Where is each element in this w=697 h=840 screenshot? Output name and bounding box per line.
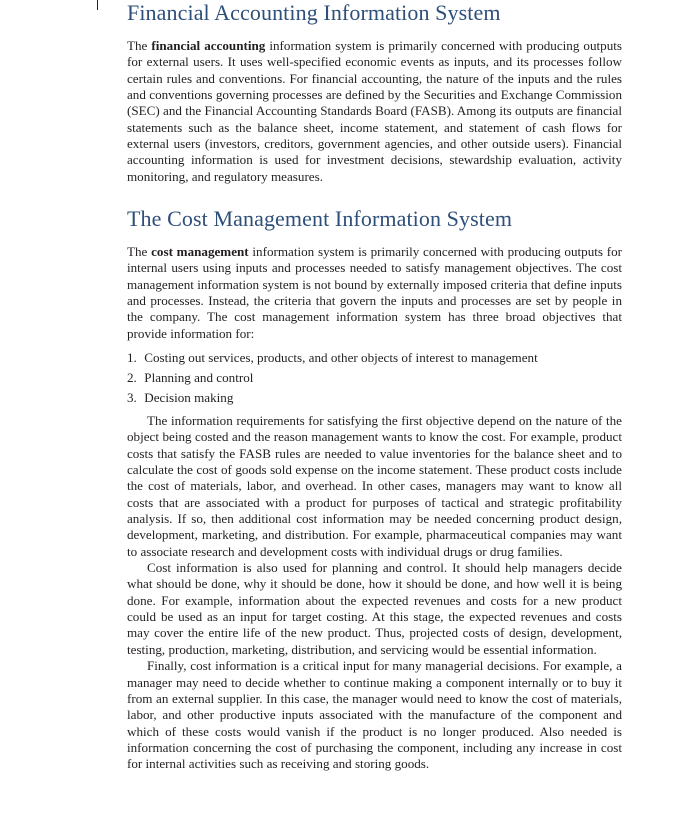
section-heading-cost-management: The Cost Management Information System xyxy=(127,206,513,231)
term-cost-management: cost management xyxy=(151,244,249,259)
term-financial-accounting: financial accounting xyxy=(151,38,266,53)
paragraph-cost-management xyxy=(127,244,622,342)
paragraph-body: information system is primarily concerned with producing outputs for internal users using inputs and processes needed to satisfy management objectives. The cost management information system is not bound by externally imposed criteria that define inputs and processes. Instead, the criteria that govern the inputs and processes are set by people in the company. The cost management information system has three broad objectives that provide information for: xyxy=(127,244,622,341)
list-number: 3. xyxy=(127,390,137,405)
text-cursor xyxy=(97,0,98,10)
list-item-text: Decision making xyxy=(144,390,234,405)
list-item-text: Planning and control xyxy=(144,370,254,385)
paragraph-planning-control: Cost information is also used for planning and control. It should help managers decide what should be done, why it should be done, how it should be done, and how well it is being done. For example, information about the expected revenues and costs for a new product could be used as an input for target costing. At this stage, the expected revenues and costs may cover the entire life of the new product. Thus, projected costs of design, development, testing, production, marketing, distribution, and servicing would be essential information. xyxy=(127,560,622,657)
section-heading-financial-accounting: Financial Accounting Information System xyxy=(127,0,501,25)
list-number: 2. xyxy=(127,370,137,385)
paragraph-body: information system is primarily concerned with producing outputs for external users. It uses well-specified economic events as inputs, and its processes follow certain rules and conventions. For financial accounting, the nature of the inputs and the rules and conventions governing processes are defined by the Securities and Exchange Commission (SEC) and the Financial Accounting Standards Board (FASB). Among its outputs are financial statements such as the balance sheet, income statement, and statement of cash flows for external users (investors, creditors, government agencies, and other outside users). Financial accounting information is used for investment decisions, stewardship evaluation, activity monitoring, and regulatory measures. xyxy=(127,38,622,184)
list-item xyxy=(127,388,622,408)
paragraph-financial-accounting xyxy=(127,38,622,185)
paragraph-costing-objective: The information requirements for satisfying the first objective depend on the nature of the object being costed and the reason management wants to know the cost. For example, product costs that satisfy the FASB rules are needed to value inventories for the balance sheet and to calculate the cost of goods sold expense on the income statement. These product costs include the cost of materials, labor, and overhead. In other cases, managers may want to know all costs that are associated with a product for purposes of tactical and strategic profitability analysis. If so, then additional cost information may be needed concerning product design, development, marketing, and distribution. For example, pharmaceutical companies may want to associate research and development costs with individual drugs or drug families. xyxy=(127,413,622,559)
body-paragraphs xyxy=(127,413,622,773)
list-item xyxy=(127,368,622,388)
list-item xyxy=(127,348,622,368)
objectives-list xyxy=(127,348,622,408)
list-item-text: Costing out services, products, and other objects of interest to management xyxy=(144,350,538,365)
paragraph-decision-making: Finally, cost information is a critical input for many managerial decisions. For example, a manager may need to decide whether to continue making a component internally or to buy it from an external supplier. In this case, the manager would need to know the cost of materials, labor, and other productive inputs associated with the manufacture of the component and which of these costs would vanish if the product is no longer produced. Also needed is information concerning the cost of purchasing the component, including any increase in cost for internal activities such as receiving and storing goods. xyxy=(127,658,622,772)
paragraph-prefix: The xyxy=(127,38,152,53)
list-number: 1. xyxy=(127,350,137,365)
paragraph-prefix: The xyxy=(127,244,152,259)
